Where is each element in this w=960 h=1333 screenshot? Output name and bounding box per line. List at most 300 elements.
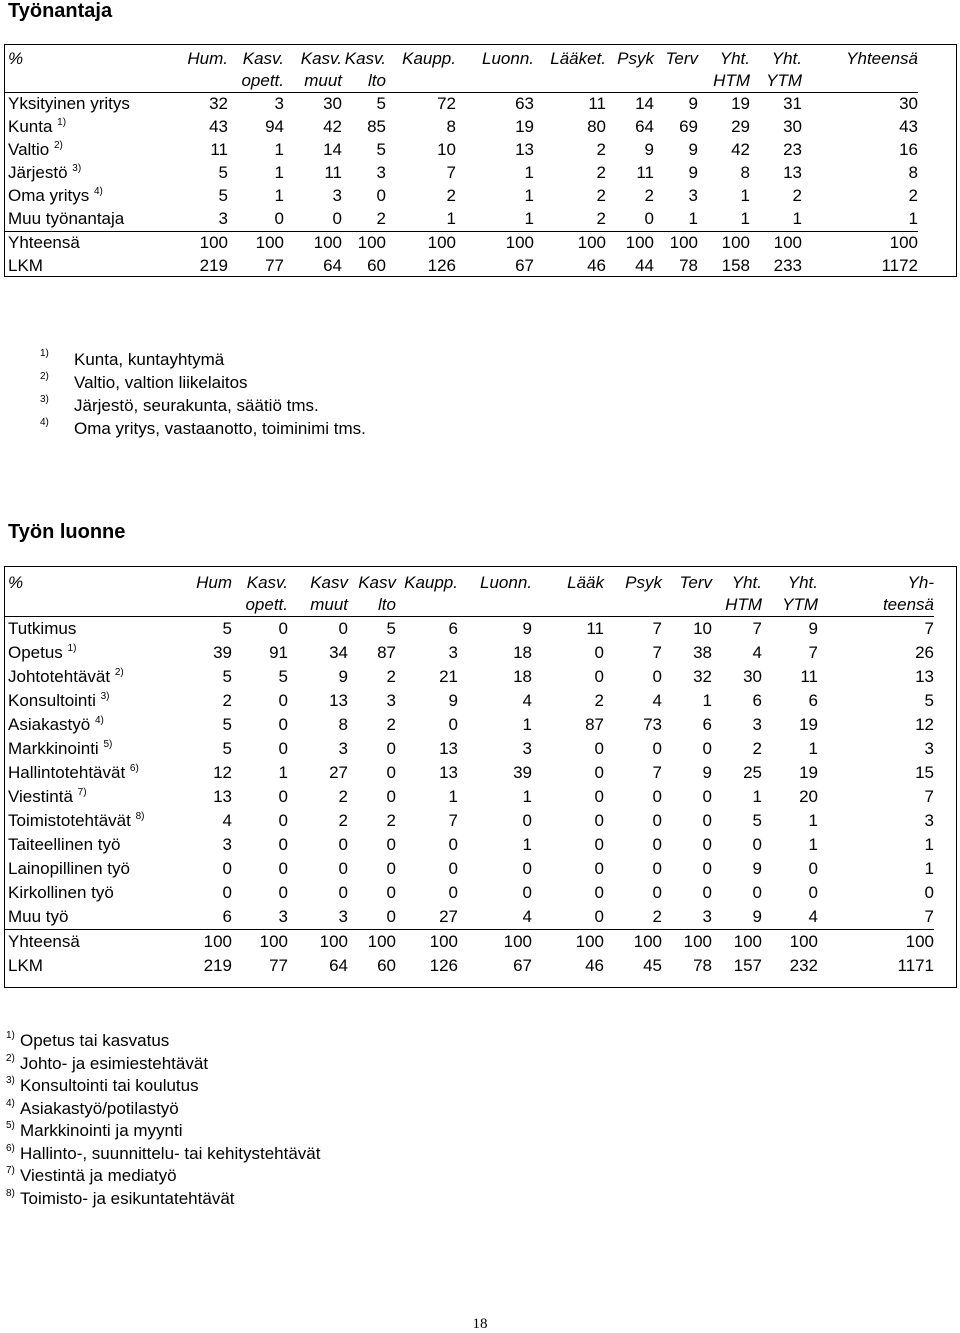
value-cell: 0	[702, 787, 712, 806]
row-label-cell	[4, 641, 176, 665]
value-cell: 1	[740, 186, 750, 205]
row-label-cell	[4, 93, 172, 117]
value-cell: 0	[594, 907, 604, 926]
value-cell: 30	[783, 117, 802, 136]
row-label: Muu työ	[8, 907, 69, 926]
value-cell: 3	[278, 907, 288, 926]
value-cell: 1	[524, 209, 534, 228]
column-header: Kasv.	[300, 49, 342, 68]
value-cell: 7	[712, 617, 762, 642]
value-cell: 72	[386, 93, 456, 117]
value-cell: 0	[448, 835, 458, 854]
value-cell: 1	[274, 186, 284, 205]
value-cell: 1	[688, 209, 698, 228]
value-cell: 9	[448, 691, 458, 710]
footnote	[6, 1098, 321, 1121]
value-cell: 3	[338, 739, 348, 758]
row-label: Kirkollinen työ	[8, 883, 114, 902]
row-label: Valtio	[8, 140, 50, 159]
value-cell: 100	[604, 930, 662, 955]
value-cell: 78	[679, 256, 698, 275]
footnote-ref: 3)	[72, 163, 82, 174]
row-label-cell	[4, 208, 172, 232]
value-cell: 4	[652, 691, 662, 710]
value-cell: 1	[274, 163, 284, 182]
value-cell: 9	[688, 140, 698, 159]
footnote	[6, 1188, 321, 1211]
table-row	[4, 139, 918, 162]
value-cell: 34	[329, 643, 348, 662]
footnote-key: 3)	[40, 394, 49, 405]
value-cell: 0	[652, 739, 662, 758]
value-cell: 87	[377, 643, 396, 662]
value-cell: 85	[367, 117, 386, 136]
total-row	[4, 255, 918, 278]
column-header: Yht.	[731, 573, 762, 592]
value-cell: 11	[636, 163, 654, 182]
value-cell: 100	[176, 930, 232, 955]
value-cell: 1	[792, 209, 802, 228]
value-cell: 100	[348, 930, 396, 955]
value-cell: 100	[802, 232, 918, 256]
footnote-ref: 5)	[103, 739, 113, 750]
value-cell: 0	[386, 859, 396, 878]
column-header	[606, 70, 654, 93]
value-cell: 7	[924, 787, 934, 806]
value-cell: 0	[338, 883, 348, 902]
value-cell: 2	[596, 140, 606, 159]
value-cell: 1	[702, 691, 712, 710]
value-cell: 60	[377, 956, 396, 975]
value-cell: 1	[522, 787, 532, 806]
value-cell: 0	[232, 617, 288, 642]
value-cell: 1	[524, 186, 534, 205]
value-cell: 2	[594, 691, 604, 710]
value-cell: 46	[587, 256, 606, 275]
value-cell: 100	[172, 232, 228, 256]
row-label-cell	[4, 713, 176, 737]
column-header: Kaupp.	[402, 49, 456, 68]
value-cell: 0	[386, 787, 396, 806]
value-cell: 0	[332, 209, 342, 228]
value-cell: 46	[585, 956, 604, 975]
row-label: Markkinointi	[8, 739, 99, 758]
value-cell: 4	[222, 811, 232, 830]
total-row	[4, 232, 918, 256]
value-cell: 100	[532, 930, 604, 955]
table-tyon-luonne	[4, 572, 934, 978]
value-cell: 64	[635, 117, 654, 136]
value-cell: 0	[522, 883, 532, 902]
column-header: Hum.	[187, 49, 228, 68]
value-cell: 5	[218, 163, 228, 182]
value-cell: 3	[222, 835, 232, 854]
table-row	[4, 617, 934, 642]
value-cell: 23	[783, 140, 802, 159]
value-cell: 0	[278, 811, 288, 830]
column-header: Psyk	[625, 573, 662, 592]
value-cell: 0	[386, 883, 396, 902]
footnote	[6, 1120, 321, 1143]
row-label: Tutkimus	[8, 619, 77, 638]
value-cell: 0	[594, 883, 604, 902]
value-cell: 1172	[881, 256, 918, 275]
value-cell: 19	[515, 117, 534, 136]
value-cell: 1	[808, 811, 818, 830]
column-header	[604, 594, 662, 617]
column-header: Yht.	[771, 49, 802, 68]
value-cell: 0	[652, 667, 662, 686]
value-cell: 91	[269, 643, 288, 662]
row-label: Hallintotehtävät	[8, 763, 126, 782]
value-cell: 4	[808, 907, 818, 926]
footnote-text: Toimisto- ja esikuntatehtävät	[20, 1188, 235, 1208]
column-header: opett.	[241, 71, 284, 90]
column-header: Yht.	[787, 573, 818, 592]
value-cell: 0	[338, 835, 348, 854]
row-label-cell	[4, 617, 176, 642]
value-cell: 4	[522, 691, 532, 710]
value-cell: 100	[458, 930, 532, 955]
value-cell: 1	[524, 163, 534, 182]
value-cell: 233	[773, 256, 802, 275]
row-label: Johtotehtävät	[8, 667, 111, 686]
value-cell: 0	[522, 811, 532, 830]
value-cell: 7	[604, 617, 662, 642]
value-cell: 9	[644, 140, 654, 159]
value-cell: 45	[643, 956, 662, 975]
table-row	[4, 737, 934, 761]
footnote-ref: 6)	[129, 763, 139, 774]
column-header: muut	[304, 71, 342, 90]
row-label-cell	[4, 162, 172, 185]
value-cell: 2	[908, 186, 918, 205]
column-header: Psyk	[617, 49, 654, 68]
value-cell: 1	[924, 859, 934, 878]
value-cell: 1	[448, 787, 458, 806]
column-header: Terv	[679, 573, 712, 592]
value-cell: 30	[743, 667, 762, 686]
value-cell: 0	[278, 859, 288, 878]
value-cell: 100	[750, 232, 802, 256]
value-cell: 43	[899, 117, 918, 136]
value-cell: 9	[752, 907, 762, 926]
footnote-text: Asiakastyö/potilastyö	[20, 1098, 179, 1118]
value-cell: 11	[532, 617, 604, 642]
value-cell: 0	[594, 667, 604, 686]
footnote-ref: 1)	[67, 643, 77, 654]
value-cell: 126	[427, 256, 456, 275]
footnote-ref: 2)	[114, 667, 124, 678]
value-cell: 100	[606, 232, 654, 256]
row-label-cell	[4, 785, 176, 809]
value-cell: 67	[513, 956, 532, 975]
footnote-text: Johto- ja esimiestehtävät	[20, 1053, 209, 1073]
value-cell: 3	[924, 739, 934, 758]
row-label: Lainopillinen työ	[8, 859, 130, 878]
footnote-key: 4)	[6, 1097, 15, 1109]
value-cell: 8	[338, 715, 348, 734]
value-cell: 0	[376, 186, 386, 205]
value-cell: 7	[652, 643, 662, 662]
value-cell: 42	[323, 117, 342, 136]
value-cell: 1	[522, 715, 532, 734]
column-header: lto	[368, 71, 386, 90]
value-cell: 2	[596, 186, 606, 205]
footnote-key: 5)	[6, 1120, 15, 1131]
value-cell: 0	[702, 859, 712, 878]
row-label: LKM	[8, 256, 43, 275]
value-cell: 157	[733, 956, 762, 975]
value-cell: 4	[522, 907, 532, 926]
value-cell: 87	[585, 715, 604, 734]
value-cell: 9	[688, 163, 698, 182]
total-row	[4, 954, 934, 978]
value-cell: 2	[222, 691, 232, 710]
value-cell: 11	[324, 163, 342, 182]
corner-cell-empty	[4, 594, 176, 617]
value-cell: 2	[386, 715, 396, 734]
value-cell: 0	[278, 835, 288, 854]
value-cell: 44	[635, 256, 654, 275]
column-header: Yht.	[719, 49, 750, 68]
value-cell: 7	[448, 811, 458, 830]
footnote-text: Oma yritys, vastaanotto, toiminimi tms.	[74, 419, 366, 438]
row-label-cell	[4, 881, 176, 905]
value-cell: 0	[594, 835, 604, 854]
value-cell: 100	[818, 930, 934, 955]
value-cell: 100	[228, 232, 284, 256]
section-title-tyonantaja: Työnantaja	[8, 0, 113, 22]
value-cell: 6	[808, 691, 818, 710]
row-label-cell	[4, 665, 176, 689]
column-header: Kasv.	[246, 573, 288, 592]
value-cell: 13	[783, 163, 802, 182]
value-cell: 9	[458, 617, 532, 642]
footnote-key: 3)	[6, 1075, 15, 1086]
row-label: Muu työnantaja	[8, 209, 125, 228]
row-label: Viestintä	[8, 787, 73, 806]
column-header: Kasv	[358, 573, 396, 592]
value-cell: 7	[818, 617, 934, 642]
value-cell: 0	[338, 859, 348, 878]
value-cell: 12	[915, 715, 934, 734]
value-cell: 0	[274, 209, 284, 228]
value-cell: 3	[332, 186, 342, 205]
row-label-cell	[4, 255, 172, 278]
value-cell: 3	[702, 907, 712, 926]
value-cell: 1	[278, 763, 288, 782]
row-label-cell	[4, 232, 172, 256]
column-header	[396, 594, 458, 617]
footnote-ref: 2)	[54, 140, 63, 151]
value-cell: 100	[456, 232, 534, 256]
corner-cell: %	[8, 49, 24, 68]
value-cell: 13	[915, 667, 934, 686]
table-row	[4, 881, 934, 905]
footnote-text: Opetus tai kasvatus	[20, 1031, 170, 1050]
column-header	[654, 70, 698, 93]
value-cell: 100	[288, 930, 348, 955]
column-header: Kasv.	[344, 49, 386, 68]
value-cell: 30	[802, 93, 918, 117]
value-cell: 0	[386, 763, 396, 782]
footnote-key: 1)	[6, 1030, 15, 1041]
value-cell: 43	[209, 117, 228, 136]
value-cell: 2	[792, 186, 802, 205]
footnote	[40, 417, 366, 440]
value-cell: 0	[702, 739, 712, 758]
value-cell: 13	[439, 763, 458, 782]
value-cell: 2	[652, 907, 662, 926]
value-cell: 5	[342, 93, 386, 117]
value-cell: 14	[606, 93, 654, 117]
row-label: Opetus	[8, 643, 63, 662]
value-cell: 0	[702, 883, 712, 902]
value-cell: 7	[808, 643, 818, 662]
value-cell: 25	[743, 763, 762, 782]
table-row	[4, 208, 918, 232]
value-cell: 13	[439, 739, 458, 758]
value-cell: 26	[915, 643, 934, 662]
column-header	[532, 594, 604, 617]
value-cell: 0	[448, 859, 458, 878]
value-cell: 2	[644, 186, 654, 205]
value-cell: 18	[513, 667, 532, 686]
value-cell: 3	[924, 811, 934, 830]
value-cell: 0	[594, 859, 604, 878]
value-cell: 100	[534, 232, 606, 256]
value-cell: 94	[265, 117, 284, 136]
value-cell: 1	[274, 140, 284, 159]
value-cell: 77	[269, 956, 288, 975]
column-header: YTM	[782, 595, 818, 614]
value-cell: 100	[342, 232, 386, 256]
value-cell: 1171	[897, 956, 934, 975]
footnote-ref: 4)	[94, 715, 104, 726]
value-cell: 2	[596, 209, 606, 228]
value-cell: 67	[515, 256, 534, 275]
table-row	[4, 162, 918, 185]
value-cell: 1	[446, 209, 456, 228]
column-header: Terv	[665, 49, 698, 68]
value-cell: 100	[662, 930, 712, 955]
value-cell: 0	[278, 715, 288, 734]
column-header: muut	[310, 595, 348, 614]
footnote-text: Järjestö, seurakunta, säätiö tms.	[74, 396, 319, 415]
value-cell: 80	[587, 117, 606, 136]
value-cell: 219	[199, 256, 228, 275]
column-header	[458, 594, 532, 617]
column-header: Hum	[196, 573, 232, 592]
value-cell: 0	[222, 859, 232, 878]
table-row	[4, 689, 934, 713]
table-row	[4, 116, 918, 139]
value-cell: 232	[789, 956, 818, 975]
column-header: opett.	[245, 595, 288, 614]
column-header: Yhteensä	[846, 49, 918, 68]
row-label-cell	[4, 689, 176, 713]
value-cell: 32	[693, 667, 712, 686]
value-cell: 63	[456, 93, 534, 117]
footnote-ref: 7)	[77, 787, 87, 798]
column-header	[176, 594, 232, 617]
value-cell: 219	[203, 956, 232, 975]
column-header	[172, 70, 228, 93]
footnote-key: 2)	[6, 1052, 15, 1064]
footnote	[40, 371, 366, 394]
value-cell: 1	[752, 787, 762, 806]
table-row	[4, 785, 934, 809]
row-label-cell	[4, 857, 176, 881]
value-cell: 11	[800, 667, 818, 686]
value-cell: 2	[386, 667, 396, 686]
section-title-tyon-luonne: Työn luonne	[8, 521, 126, 543]
row-label-cell	[4, 954, 176, 978]
column-header: Luonn.	[482, 49, 534, 68]
row-label: Asiakastyö	[8, 715, 91, 734]
footnote-text: Valtio, valtion liikelaitos	[74, 373, 248, 392]
total-row	[4, 930, 934, 955]
column-header: Luonn.	[480, 573, 532, 592]
value-cell: 8	[908, 163, 918, 182]
row-label-cell	[4, 833, 176, 857]
value-cell: 7	[924, 907, 934, 926]
value-cell: 3	[376, 163, 386, 182]
value-cell: 2	[386, 811, 396, 830]
value-cell: 9	[752, 859, 762, 878]
value-cell: 0	[752, 835, 762, 854]
value-cell: 0	[386, 835, 396, 854]
footnote	[6, 1165, 321, 1188]
value-cell: 6	[702, 715, 712, 734]
table-row	[4, 713, 934, 737]
footnote-key: 6)	[6, 1142, 15, 1154]
row-label: Toimistotehtävät	[8, 811, 131, 830]
value-cell: 0	[288, 617, 348, 642]
value-cell: 27	[439, 907, 458, 926]
column-header: Yh-	[907, 573, 934, 592]
value-cell: 77	[265, 256, 284, 275]
footnote-ref: 3)	[100, 691, 110, 702]
row-label: Oma yritys	[8, 186, 90, 205]
value-cell: 1	[740, 209, 750, 228]
value-cell: 0	[644, 209, 654, 228]
row-label-cell	[4, 737, 176, 761]
value-cell: 11	[210, 140, 228, 159]
value-cell: 39	[513, 763, 532, 782]
column-header	[386, 70, 456, 93]
table-row	[4, 93, 918, 117]
row-label: Yhteensä	[8, 233, 80, 252]
header-row	[4, 572, 934, 594]
column-header: teensä	[882, 595, 934, 614]
header-row	[4, 594, 934, 617]
value-cell: 1	[808, 835, 818, 854]
footnotes-tyon-luonne	[6, 1030, 321, 1210]
row-label: Järjestö	[8, 163, 68, 182]
value-cell: 3	[752, 715, 762, 734]
footnote-text: Konsultointi tai koulutus	[20, 1076, 199, 1095]
header-row	[4, 48, 918, 70]
value-cell: 73	[643, 715, 662, 734]
value-cell: 100	[386, 232, 456, 256]
value-cell: 3	[688, 186, 698, 205]
column-header: HTM	[713, 71, 750, 90]
row-label-cell	[4, 761, 176, 785]
value-cell: 3	[338, 907, 348, 926]
value-cell: 5	[218, 186, 228, 205]
